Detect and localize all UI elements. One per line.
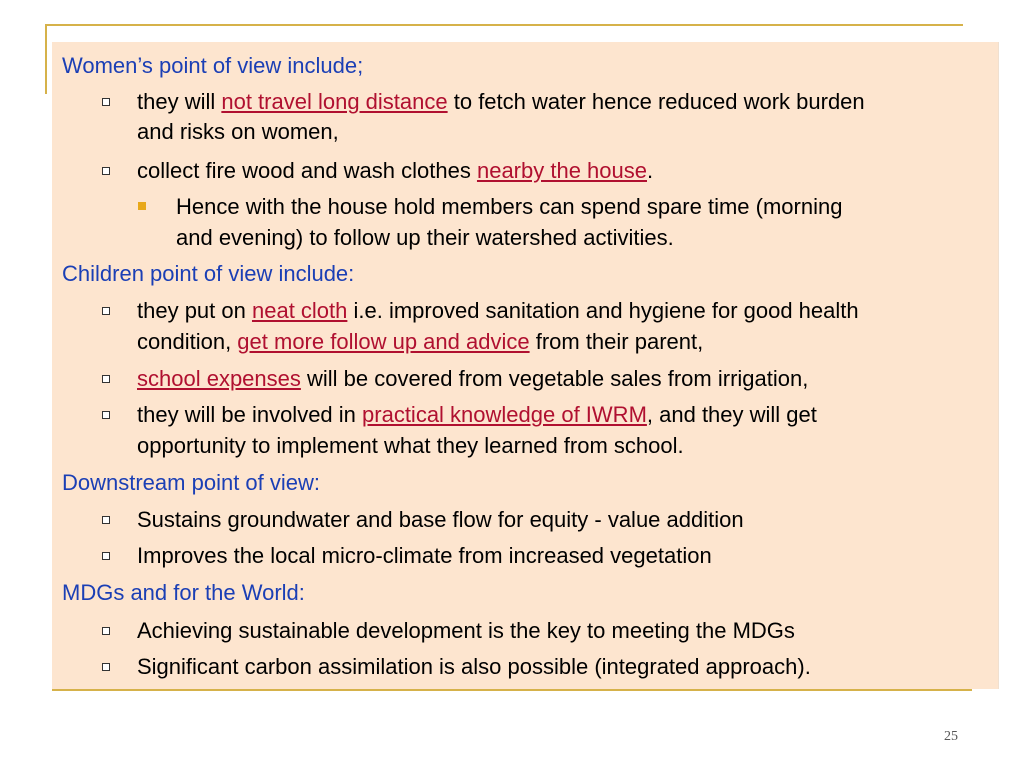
highlighted-phrase: not travel long distance — [221, 89, 448, 114]
bullet-women-1-line-1 — [137, 89, 865, 115]
text: i.e. improved sanitation and hygiene for good health — [347, 298, 859, 323]
text: they will — [137, 89, 222, 114]
text: to fetch water hence reduced work burden — [447, 89, 865, 114]
hollow-square-bullet-icon — [102, 411, 110, 419]
text: . — [647, 158, 654, 183]
text: , and they will get — [646, 402, 817, 427]
text: condition, — [137, 329, 238, 354]
hollow-square-bullet-icon — [102, 98, 110, 106]
hollow-square-bullet-icon — [102, 516, 110, 524]
bullet-mdgs-2: Significant carbon assimilation is also possible (integrated approach). — [137, 654, 811, 679]
bullet-women-2 — [137, 158, 653, 184]
highlighted-phrase: neat cloth — [251, 298, 348, 323]
bullet-women-1-line-2: and risks on women, — [137, 119, 339, 144]
text: collect fire wood and wash clothes — [137, 158, 477, 183]
section-heading-children: Children point of view include: — [62, 261, 355, 286]
bullet-mdgs-1: Achieving sustainable development is the key to meeting the MDGs — [137, 618, 795, 643]
text: they put on — [137, 298, 252, 323]
bullet-children-3-line-2: opportunity to implement what they learned from school. — [137, 433, 684, 458]
text: will be covered from vegetable sales from irrigation, — [300, 366, 809, 391]
section-heading-mdgs: MDGs and for the World: — [62, 580, 305, 605]
hollow-square-bullet-icon — [102, 307, 110, 315]
slide-number: 25 — [944, 729, 958, 744]
bullet-downstream-2: Improves the local micro-climate from increased vegetation — [137, 543, 712, 568]
highlighted-phrase: get more follow up and advice — [237, 329, 530, 354]
text: they will be involved in — [137, 402, 363, 427]
hollow-square-bullet-icon — [102, 663, 110, 671]
bullet-downstream-1: Sustains groundwater and base flow for equity - value addition — [137, 507, 744, 532]
section-heading-downstream: Downstream point of view: — [62, 470, 320, 495]
subbullet-women-line-2: and evening) to follow up their watershed activities. — [176, 225, 674, 250]
bullet-children-1-line-2 — [137, 329, 703, 355]
subbullet-women-line-1: Hence with the house hold members can spend spare time (morning — [176, 194, 843, 219]
hollow-square-bullet-icon — [102, 552, 110, 560]
hollow-square-bullet-icon — [102, 167, 110, 175]
bullet-children-1-line-1 — [137, 298, 859, 324]
text: from their parent, — [529, 329, 704, 354]
section-heading-women: Women’s point of view include; — [62, 53, 364, 78]
hollow-square-bullet-icon — [102, 375, 110, 383]
bullet-children-3-line-1 — [137, 402, 817, 428]
hollow-square-bullet-icon — [102, 627, 110, 635]
filled-square-bullet-icon — [138, 202, 146, 210]
highlighted-phrase: practical knowledge of IWRM — [362, 402, 647, 427]
highlighted-phrase: school expenses — [137, 366, 301, 391]
bullet-children-2 — [137, 366, 808, 392]
highlighted-phrase: nearby the house — [476, 158, 647, 183]
